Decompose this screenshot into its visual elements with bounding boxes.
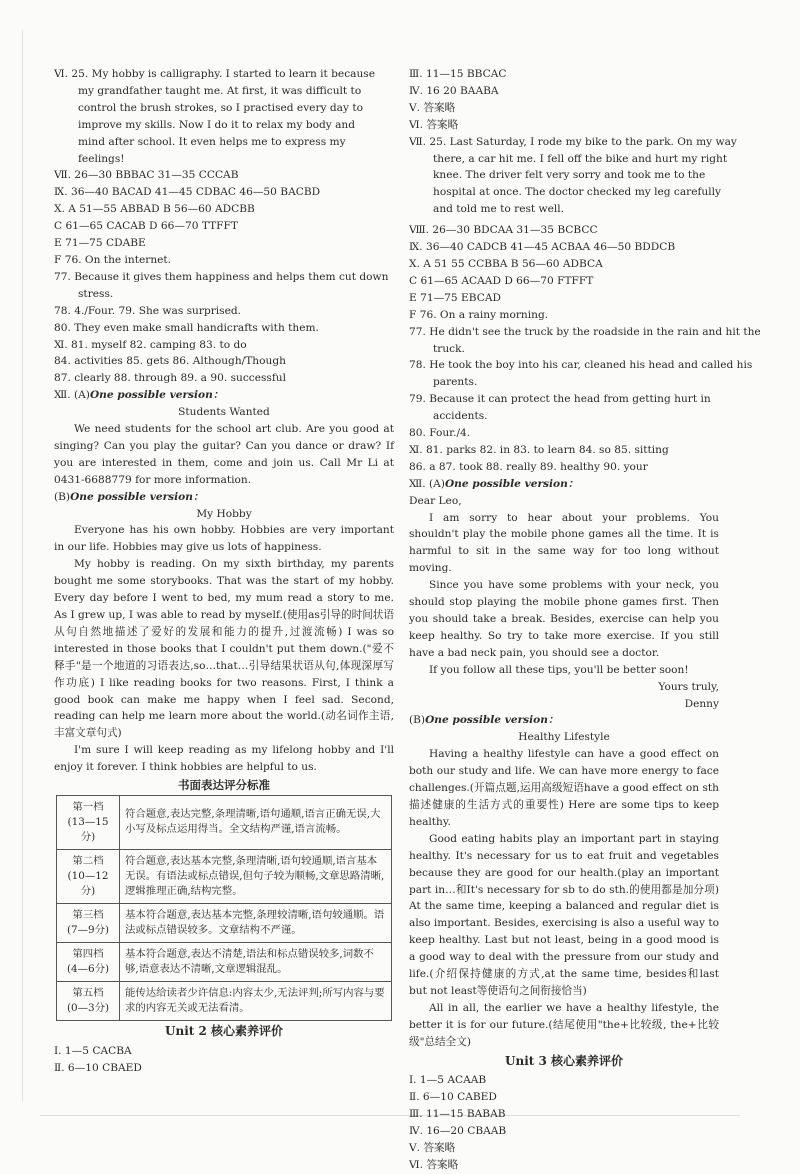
criteria-level <box>57 942 120 981</box>
answer-line: E 71—75 EBCAD <box>409 291 501 304</box>
text-line: and told me to rest well. <box>433 203 565 216</box>
writing-a-heading <box>54 387 394 404</box>
text-line: my grandfather taught me. At first, it was difficult to <box>78 84 362 97</box>
answer-line: Ⅰ. 1—5 CACBA <box>54 1044 132 1057</box>
answer-line: 80. They even make small handicrafts with them. <box>54 321 319 334</box>
essay-paragraph: Good eating habits play an important part in staying healthy. It's necessary for us to eat fruit and vegetables because they are good for our health.(play an important part in…和It's necessary for sb to do sth.的使用都是加分项) At the same time, keeping a balanced and regular diet is also important. Besides, exercising is also a useful way to keep healthy. Last but not least, being in a good mood is a good way to deal with the pressure from our study and life.(介绍保持健康的方式,at the same time, besides和last but not least等使语句之间衔接恰当) <box>409 832 719 997</box>
answer-line: parents. <box>433 376 478 389</box>
criteria-row <box>57 942 392 981</box>
right-column <box>409 66 761 1174</box>
left-column <box>54 66 394 1077</box>
level-name: 第五档 <box>72 986 104 999</box>
text-line: mind after school. It even helps me to express my <box>78 135 346 148</box>
answer-line: Ⅺ. 81. myself 82. camping 83. to do <box>54 338 247 351</box>
writing-a-label: Ⅻ. (A) <box>54 389 90 402</box>
answer-line: Ⅴ. 答案略 <box>409 1142 456 1155</box>
text-line: knee. The driver felt very sorry and took me to the <box>433 169 706 182</box>
criteria-row <box>57 795 392 849</box>
letter-signature: Denny <box>684 697 719 710</box>
answer-line: Ⅸ. 36—40 BACAD 41—45 CDBAC 46—50 BACBD <box>54 186 321 199</box>
answer-line: Ⅲ. 11—15 BABAB <box>409 1108 506 1121</box>
essay-paragraph: My hobby is reading. On my sixth birthday, my parents bought me some storybooks. That was the start of my hobby. Every day before I went to bed, my mum read a story to me. As I grew up, I was able to read by myself.(使用as引导的时间状语从句自然地描述了爱好的发展和能力的提升,过渡流畅) I was so interested in those books that I couldn't put them down.("爱不释手"是一个地道的习语表达,so…that…引导结果状语从句,体现深厚写作功底) I like reading books for two reasons. First, I think a good book can make me happy when I feel sad. Second, reading can help me learn more about the world.(动名词作主语,丰富文章句式) <box>54 558 394 740</box>
answer-line: Ⅵ. 答案略 <box>409 1159 459 1171</box>
answer-line: Ⅸ. 36—40 CADCB 41—45 ACBAA 46—50 BDDCB <box>409 241 676 254</box>
version-label: One possible version： <box>425 714 559 727</box>
unit3-title: Unit 3 核心素养评价 <box>505 1053 623 1068</box>
writing-b-label: (B) <box>54 490 71 503</box>
answer-line: 80. Four./4. <box>409 427 471 440</box>
level-name: 第二档 <box>72 854 104 867</box>
essay-paragraph: All in all, the earlier we have a healthy lifestyle, the better it is for our future.(结尾使用"the+比较级, the+比较级"总结全文) <box>409 1001 719 1048</box>
criteria-title: 书面表达评分标准 <box>178 778 270 793</box>
answer-line: Ⅵ. 答案略 <box>409 118 459 131</box>
level-range: (4—6分) <box>66 962 110 975</box>
answer-line: F 76. On a rainy morning. <box>409 308 549 321</box>
answer-line: Ⅺ. 81. parks 82. in 83. to learn 84. so 85. sitting <box>409 443 669 456</box>
letter-paragraph: I am sorry to hear about your problems. You shouldn't play the mobile phone games all the time. It is harmful to sit in the same way for too long without moving. <box>409 511 719 575</box>
level-range: (7—9分) <box>66 923 110 936</box>
text-line: improve my skills. Now I do it to relax my body and <box>78 118 356 131</box>
answer-line: Ⅹ. A 51—55 ABBAD B 56—60 ADCBB <box>54 203 255 216</box>
writing-b-label: (B) <box>409 714 426 727</box>
unit2-title: Unit 2 核心素养评价 <box>165 1023 283 1038</box>
version-label: One possible version： <box>444 477 579 490</box>
level-range: (13—15分) <box>67 815 109 843</box>
answer-line: 77. Because it gives them happiness and helps them cut down <box>54 270 389 283</box>
letter-closing: Yours truly, <box>658 680 719 693</box>
criteria-level <box>57 795 120 849</box>
writing-b-heading <box>409 712 719 729</box>
answer-line: truck. <box>433 342 465 355</box>
essay-paragraph: Having a healthy lifestyle can have a good effect on both our study and life. We can have more energy to face challenges.(开篇点题,运用高级短语have a good effect on sth描述健康的生活方式的重要性) Here are some tips to keep healthy. <box>409 748 719 828</box>
letter-paragraph: Since you have some problems with your neck, you should stop playing the mobile phone games first. Then you should take a break. Besides, exercise can help you keep healthy. So try to take more exercise. If you still have a bad neck pain, you should see a doctor. <box>409 579 719 659</box>
answer-line: accidents. <box>433 410 488 423</box>
scan-edge-left <box>22 30 23 1102</box>
answer-line: E 71—75 CDABE <box>54 237 146 250</box>
version-label: One possible version： <box>70 490 204 503</box>
answer-line: Ⅳ. 16—20 CBAAB <box>409 1125 507 1138</box>
criteria-row <box>57 849 392 903</box>
poster-title: Students Wanted <box>178 406 270 419</box>
criteria-desc: 能传达给读者少许信息:内容太少,无法评判;所写内容与要求的内容无关或无法看清。 <box>120 981 392 1020</box>
text-line: Ⅶ. 25. Last Saturday, I rode my bike to the park. On my way <box>409 135 737 148</box>
answer-line: 78. He took the boy into his car, cleaned his head and called his <box>409 359 753 372</box>
answer-line: C 61—65 CACAB D 66—70 TTFFT <box>54 220 238 233</box>
criteria-level <box>57 981 120 1020</box>
criteria-desc: 符合题意,表达基本完整,条理清晰,语句较通顺,语言基本无误。有语法或标点错误,但句子较为顺畅,文章思路清晰,逻辑推理正确,结构完整。 <box>120 849 392 903</box>
answer-line: Ⅱ. 6—10 CBAED <box>54 1061 142 1074</box>
poster-text: We need students for the school art club. Are you good at singing? Can you play the guitar? Can you dance or draw? If you are interested in them, come and join us. Call Mr Li at 0431-6688779 for more information. <box>54 423 394 486</box>
level-name: 第三档 <box>72 908 104 921</box>
criteria-level <box>57 849 120 903</box>
text-line: there, a car hit me. I fell off the bike and hurt my right <box>433 152 728 165</box>
answer-line: Ⅰ. 1—5 ACAAB <box>409 1074 487 1087</box>
letter-paragraph: If you follow all these tips, you'll be better soon! <box>429 663 689 676</box>
answer-line: F 76. On the internet. <box>54 253 172 266</box>
text-line: feelings! <box>78 152 125 165</box>
q6-answer <box>54 66 394 167</box>
answer-line: C 61—65 ACAAD D 66—70 FTFFT <box>409 274 594 287</box>
answer-key <box>409 222 761 476</box>
answer-line: Ⅹ. A 51 55 CCBBA B 56—60 ADBCA <box>409 257 603 270</box>
answer-line: 78. 4./Four. 79. She was surprised. <box>54 304 242 317</box>
letter-salutation: Dear Leo, <box>409 494 462 507</box>
answer-line: Ⅶ. 26—30 BBBAC 31—35 CCCAB <box>54 169 239 182</box>
text-line: hospital at once. The doctor checked my leg carefully <box>433 186 721 199</box>
level-range: (0—3分) <box>66 1001 110 1014</box>
criteria-table <box>56 795 392 1021</box>
answer-line: Ⅷ. 26—30 BDCAA 31—35 BCBCC <box>409 224 598 237</box>
answer-line: Ⅱ. 6—10 CABED <box>409 1091 497 1104</box>
essay-title: My Hobby <box>196 507 252 520</box>
answer-key <box>54 167 394 387</box>
essay-title: Healthy Lifestyle <box>518 731 610 744</box>
answer-line: 77. He didn't see the truck by the roadside in the rain and hit the <box>409 325 761 338</box>
answer-line: 86. a 87. took 88. really 89. healthy 90. your <box>409 460 648 473</box>
answer-line: 79. Because it can protect the head from getting hurt in <box>409 393 711 406</box>
criteria-row <box>57 981 392 1020</box>
criteria-desc: 符合题意,表达完整,条理清晰,语句通顺,语言正确无误,大小写及标点运用得当。全文结构严谨,语言流畅。 <box>120 795 392 849</box>
level-range: (10—12分) <box>67 869 109 897</box>
level-name: 第一档 <box>72 800 104 813</box>
text-line: control the brush strokes, so I practised every day to <box>78 101 363 114</box>
answer-line: 87. clearly 88. through 89. a 90. successful <box>54 372 286 385</box>
level-name: 第四档 <box>72 947 104 960</box>
essay-paragraph: I'm sure I will keep reading as my lifelong hobby and I'll enjoy it forever. I think hobbies are helpful to us. <box>54 744 394 774</box>
writing-a-label: Ⅻ. (A) <box>409 477 445 490</box>
answer-line: Ⅳ. 16 20 BAABA <box>409 84 499 97</box>
q7-answer <box>409 134 737 219</box>
criteria-desc: 基本符合题意,表达不清楚,语法和标点错误较多,词数不够,语意表达不清晰,文章逻辑混乱。 <box>120 942 392 981</box>
writing-b-heading <box>54 489 394 506</box>
criteria-level <box>57 903 120 942</box>
criteria-desc: 基本符合题意,表达基本完整,条理较清晰,语句较通顺。语法或标点错误较多。文章结构不严谨。 <box>120 903 392 942</box>
answer-line: 84. activities 85. gets 86. Although/Though <box>54 355 286 368</box>
writing-a-heading <box>409 476 719 493</box>
essay-paragraph: Everyone has his own hobby. Hobbies are very important in our life. Hobbies may give us lots of happiness. <box>54 524 394 554</box>
answer-line: Ⅲ. 11—15 BBCAC <box>409 68 507 80</box>
text-line: Ⅵ. 25. My hobby is calligraphy. I started to learn it because <box>54 68 375 80</box>
version-label: One possible version： <box>89 389 224 402</box>
answer-line: Ⅴ. 答案略 <box>409 101 456 114</box>
criteria-row <box>57 903 392 942</box>
answer-line: stress. <box>78 287 114 300</box>
